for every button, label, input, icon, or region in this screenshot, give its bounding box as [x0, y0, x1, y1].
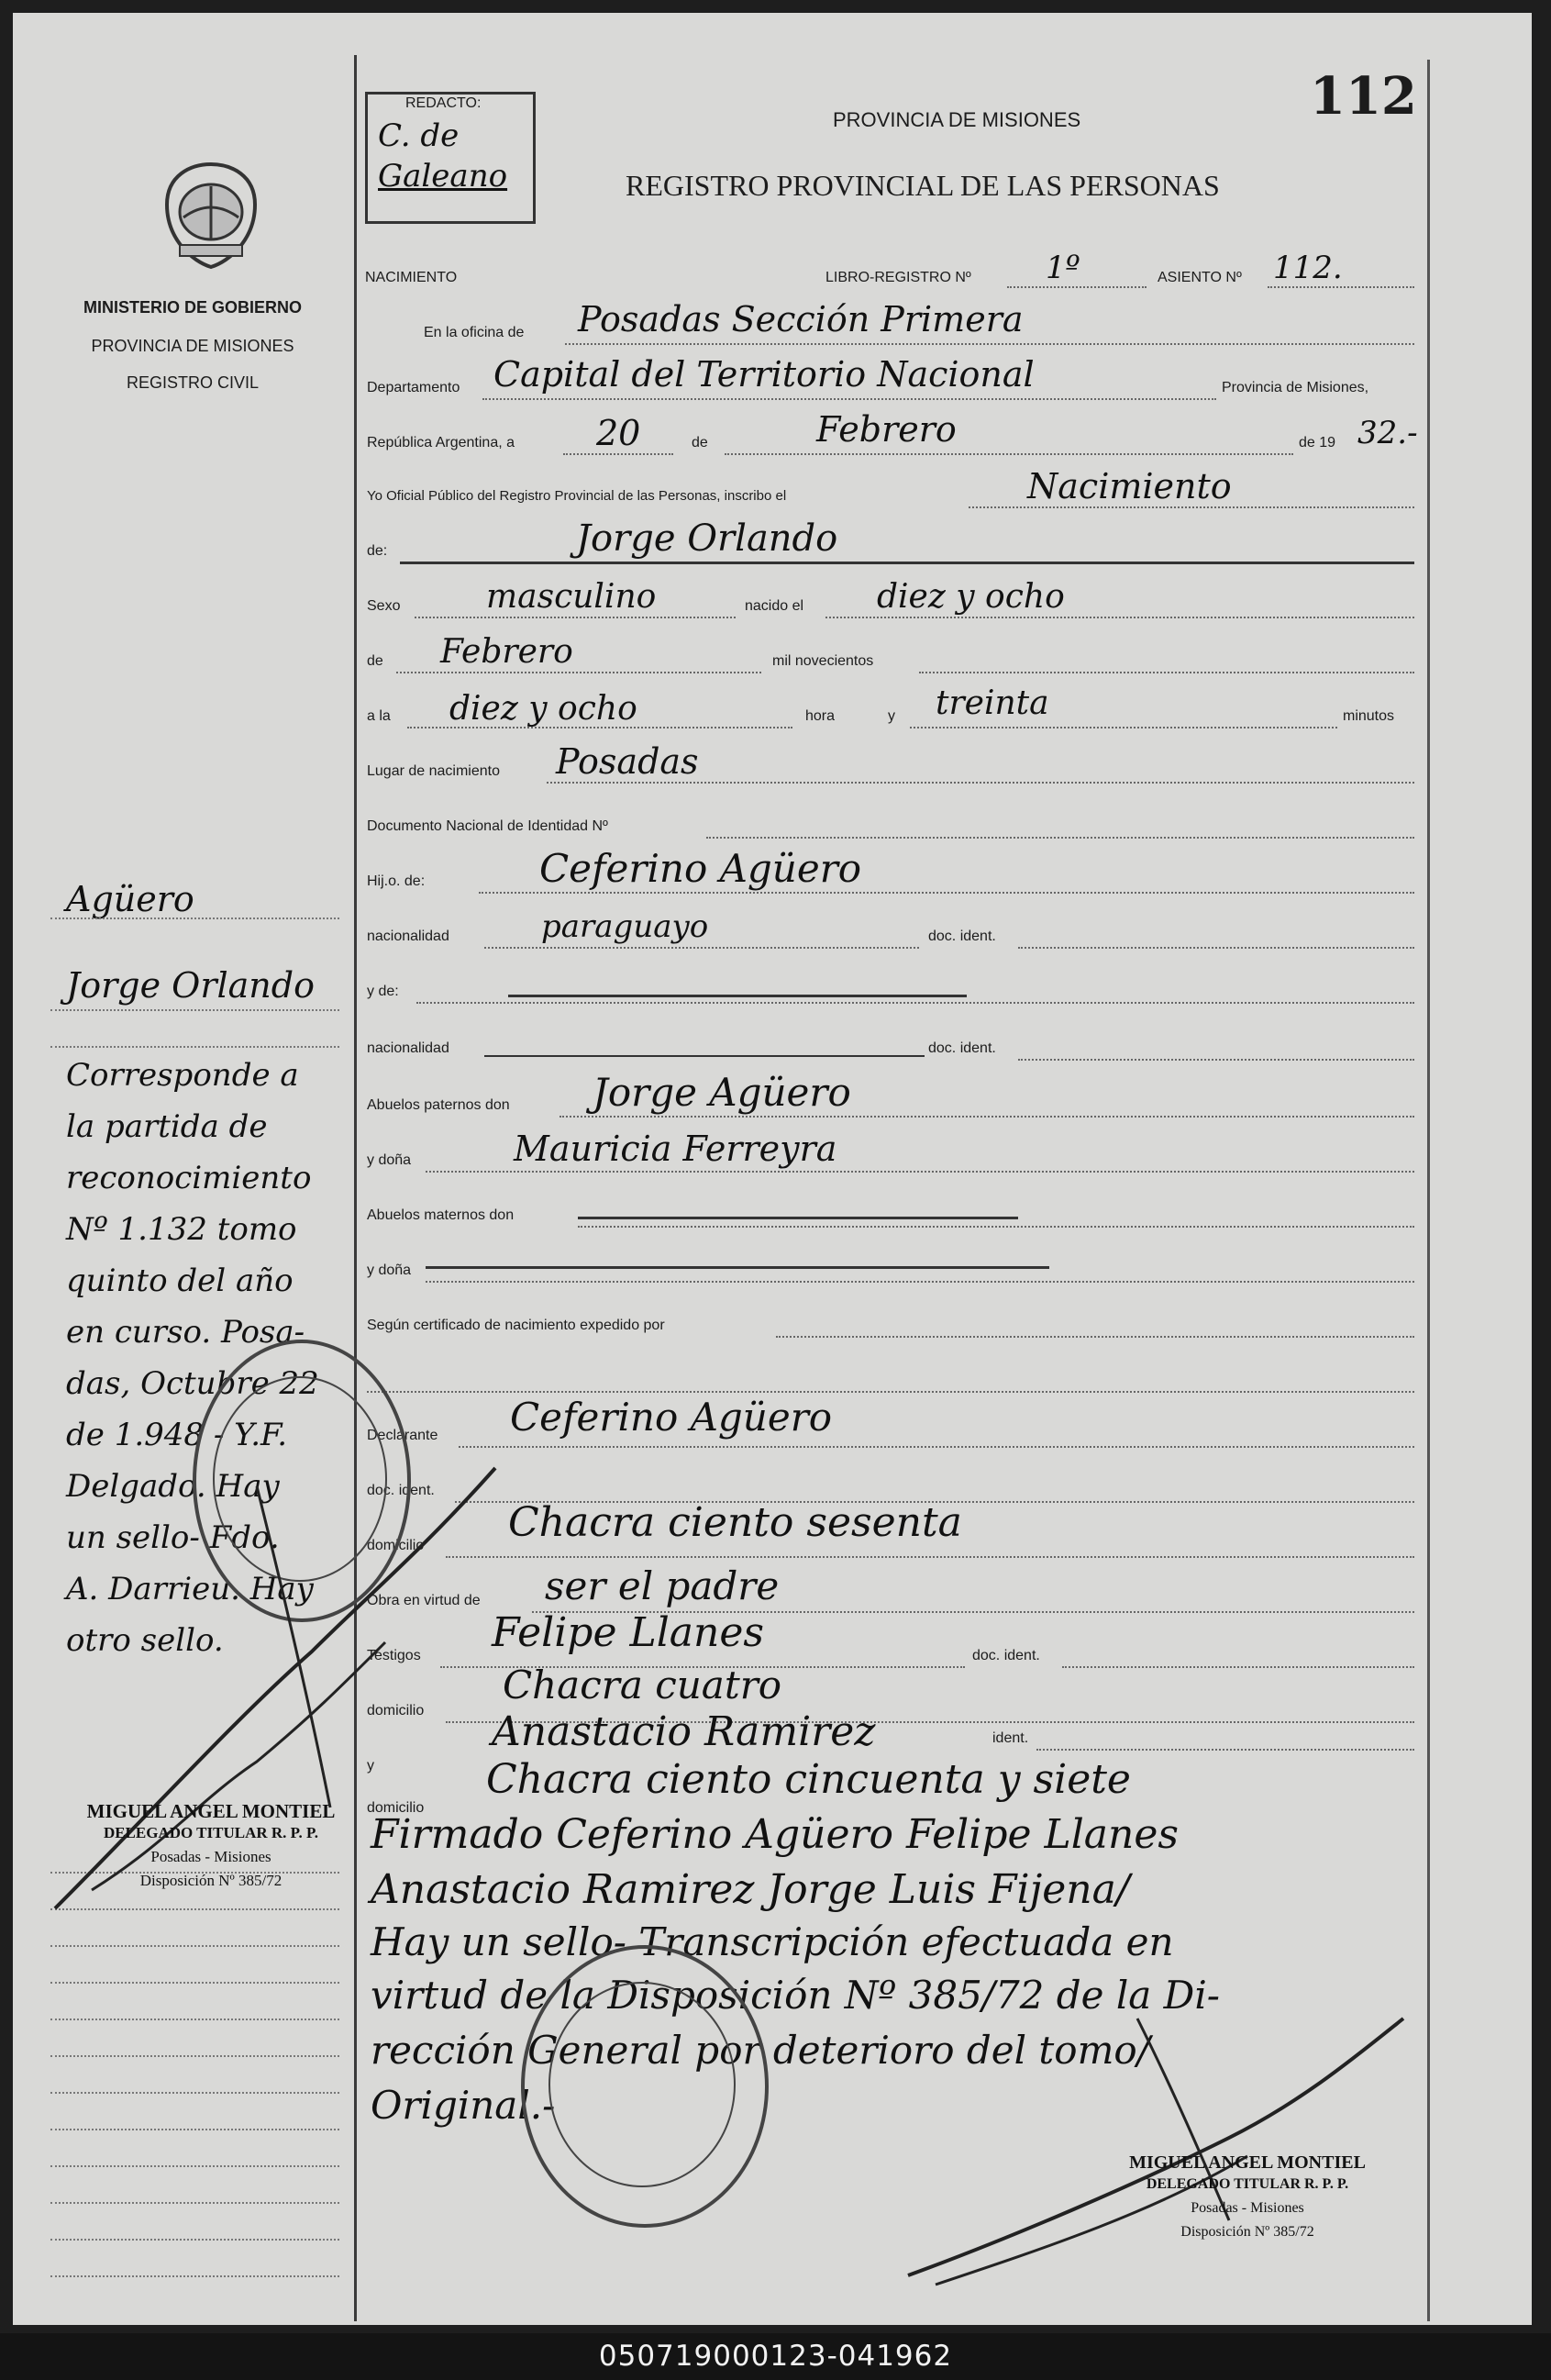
- ministry-name: MINISTERIO DE GOBIERNO: [83, 298, 303, 317]
- margin-rule: [50, 1009, 339, 1011]
- padre-dots: [479, 892, 1414, 894]
- departamento-value: Capital del Territorio Nacional: [493, 354, 1035, 395]
- margin-note-line: Delgado. Hay: [66, 1468, 280, 1505]
- redacto-value-2: Galeano: [378, 158, 508, 195]
- libro-dots: [1007, 286, 1147, 288]
- margin-rule: [50, 1982, 339, 1984]
- nombre-line: [400, 562, 1414, 564]
- stamp-right-place: Posadas - Misiones: [1191, 2200, 1304, 2216]
- minutos-label: minutos: [1343, 708, 1395, 724]
- margin-rule: [50, 2129, 339, 2130]
- obra-value: ser el padre: [545, 1563, 780, 1608]
- margin-note-line: la partida de: [66, 1108, 268, 1145]
- domicilio-3-value: Chacra ciento cincuenta y siete: [486, 1756, 1131, 1803]
- nacionalidad-2-label: nacionalidad: [367, 1040, 449, 1056]
- nacionalidad-dots: [484, 947, 919, 949]
- header-province: PROVINCIA DE MISIONES: [833, 108, 1081, 131]
- closing-line-1: Firmado Ceferino Agüero Felipe Llanes: [371, 1811, 1179, 1858]
- doc-ident-2-dots: [1018, 1059, 1414, 1061]
- anio-value: 32.-: [1357, 415, 1418, 451]
- y-de-label: y de:: [367, 984, 399, 999]
- ident-dots: [1036, 1749, 1414, 1751]
- domicilio-2-label: domicilio: [367, 1703, 425, 1718]
- margin-note-line: otro sello.: [66, 1622, 224, 1659]
- margin-rule: [50, 2165, 339, 2167]
- padre-value: Ceferino Agüero: [539, 846, 862, 891]
- declarante-value: Ceferino Agüero: [510, 1395, 833, 1440]
- documento-dots: [706, 837, 1414, 839]
- page-number: 112: [1310, 66, 1417, 127]
- oficial-label: Yo Oficial Público del Registro Provincial de las Personas, inscribo el: [367, 488, 787, 504]
- y-dona-2-label: y doña: [367, 1262, 412, 1278]
- libro-label: LIBRO-REGISTRO Nº: [825, 270, 971, 285]
- doc-ident-dots: [1018, 947, 1414, 949]
- province-coat-of-arms-icon: [156, 161, 266, 271]
- inscribo-dots: [969, 506, 1414, 508]
- margin-note-line: Nº 1.132 tomo: [66, 1211, 297, 1248]
- official-seal-right-inner-icon: [548, 1982, 736, 2187]
- hora-value: diez y ocho: [449, 690, 637, 728]
- documento-label: Documento Nacional de Identidad Nº: [367, 818, 608, 834]
- margin-divider: [354, 55, 357, 2321]
- sexo-dots: [415, 617, 736, 618]
- hora-label: hora: [805, 708, 836, 724]
- de-label-2: de:: [367, 543, 388, 559]
- abuelos-maternos-label: Abuelos maternos don: [367, 1207, 515, 1223]
- margin-rule: [50, 2275, 339, 2277]
- margin-rule: [50, 2202, 339, 2204]
- doc-ident-4-label: doc. ident.: [972, 1648, 1040, 1663]
- certificado-dots: [776, 1336, 1414, 1338]
- stamp-left-place: Posadas - Misiones: [150, 1848, 271, 1865]
- oficina-value: Posadas Sección Primera: [578, 299, 1024, 339]
- certificado-label: Según certificado de nacimiento expedido por: [367, 1318, 665, 1333]
- stamp-right-name: MIGUEL ANGEL MONTIEL: [1129, 2152, 1366, 2173]
- doc-ident-label: doc. ident.: [928, 929, 996, 944]
- margin-note-line: A. Darrieu. Hay: [66, 1571, 314, 1607]
- stamp-right-title: DELEGADO TITULAR R. P. P.: [1146, 2176, 1349, 2192]
- margin-note-line: quinto del año: [66, 1262, 294, 1299]
- redacto-value-1: C. de: [378, 117, 460, 154]
- abuelos-maternos-dots: [578, 1226, 1414, 1228]
- abuelos-paternos-label: Abuelos paternos don: [367, 1097, 510, 1113]
- margin-note-line: Agüero: [66, 879, 194, 919]
- abuelo-paterno-dots: [559, 1116, 1414, 1118]
- stamp-left-disposicion: Disposición Nº 385/72: [139, 1872, 283, 1889]
- abuela-materna-line: [426, 1266, 1049, 1269]
- de-anio-label: de 19: [1299, 435, 1336, 450]
- ministry-province: PROVINCIA DE MISIONES: [91, 337, 294, 355]
- y-de-line: [508, 995, 967, 997]
- minutos-value: treinta: [936, 684, 1049, 722]
- margin-note-line: de 1.948 - Y.F.: [66, 1417, 288, 1453]
- margin-note-line: das, Octubre 22: [66, 1365, 319, 1402]
- abuela-materna-dots: [426, 1281, 1414, 1283]
- doc-ident-2-label: doc. ident.: [928, 1040, 996, 1056]
- testigo-1-value: Felipe Llanes: [492, 1609, 764, 1656]
- nacionalidad-2-line: [484, 1055, 925, 1057]
- signature-right-icon: [899, 2000, 1413, 2294]
- asiento-value: 112.: [1273, 250, 1343, 286]
- nacido-dots: [825, 617, 1414, 618]
- abuela-paterna-value: Mauricia Ferreyra: [514, 1129, 837, 1169]
- nacido-mes-dots: [396, 672, 761, 673]
- lugar-label: Lugar de nacimiento: [367, 763, 500, 779]
- mil-label: mil novecientos: [772, 653, 874, 669]
- hijo-label: Hij.o. de:: [367, 873, 426, 889]
- domicilio-value: Chacra ciento sesenta: [508, 1499, 962, 1546]
- doc-ident-3-label: doc. ident.: [367, 1483, 435, 1498]
- stamp-left-title: DELEGADO TITULAR R. P. P.: [103, 1824, 319, 1841]
- obra-label: Obra en virtud de: [367, 1593, 481, 1608]
- lugar-dots: [547, 782, 1414, 784]
- domicilio-label: domicilio: [367, 1538, 425, 1553]
- asiento-label: ASIENTO Nº: [1158, 270, 1242, 285]
- ministry-registry: REGISTRO CIVIL: [126, 373, 260, 392]
- margin-rule: [50, 2019, 339, 2020]
- margin-note-line: Corresponde a: [66, 1057, 299, 1094]
- nacido-value: diez y ocho: [877, 578, 1065, 616]
- testigos-label: Testigos: [367, 1648, 421, 1663]
- abuela-paterna-dots: [426, 1171, 1414, 1173]
- stamp-right-disposicion: Disposición Nº 385/72: [1180, 2224, 1314, 2240]
- blank-dots: [367, 1391, 1414, 1393]
- margin-rule: [50, 1046, 339, 1048]
- y-label: y: [888, 708, 895, 724]
- stamp-left-name: MIGUEL ANGEL MONTIEL: [86, 1800, 336, 1822]
- domicilio-dots: [446, 1556, 1414, 1558]
- nacido-mes-value: Febrero: [440, 633, 573, 671]
- redacto-label: REDACTO:: [405, 95, 482, 111]
- margin-rule: [50, 2055, 339, 2057]
- sexo-value: masculino: [486, 578, 657, 616]
- nacido-label: nacido el: [745, 598, 804, 614]
- nacionalidad-label: nacionalidad: [367, 929, 449, 944]
- oficina-dots: [565, 343, 1414, 345]
- minutos-dots: [910, 727, 1337, 728]
- y-de-dots: [416, 1002, 1414, 1004]
- testigo-2-value: Anastacio Ramirez: [492, 1708, 876, 1755]
- footer-code: 050719000123-041962: [0, 2333, 1551, 2380]
- right-border-line: [1427, 60, 1430, 2321]
- de-label-3: de: [367, 653, 383, 669]
- y-dona-label: y doña: [367, 1152, 412, 1168]
- ident-label: ident.: [992, 1730, 1029, 1746]
- dia-dots: [563, 453, 673, 455]
- margin-rule: [50, 2092, 339, 2094]
- departamento-label: Departamento: [367, 380, 460, 395]
- departamento-dots: [482, 398, 1216, 400]
- margin-note-line: en curso. Posa-: [66, 1314, 305, 1351]
- asiento-dots: [1268, 286, 1414, 288]
- header-title: REGISTRO PROVINCIAL DE LAS PERSONAS: [626, 169, 1220, 202]
- sexo-label: Sexo: [367, 598, 401, 614]
- closing-line-6: Original.-: [371, 2083, 556, 2128]
- nacimiento-label: NACIMIENTO: [365, 270, 458, 285]
- mes-dots: [725, 453, 1293, 455]
- declarante-dots: [459, 1446, 1414, 1448]
- margin-note-line: reconocimiento: [66, 1160, 312, 1196]
- lugar-value: Posadas: [556, 741, 699, 782]
- inscribo-value: Nacimiento: [1027, 466, 1232, 506]
- dia-value: 20: [596, 413, 641, 453]
- domicilio-2-value: Chacra cuatro: [503, 1663, 782, 1707]
- mes-value: Febrero: [816, 409, 957, 450]
- margin-rule: [50, 2239, 339, 2241]
- republica-label: República Argentina, a: [367, 435, 515, 450]
- declarante-label: Declarante: [367, 1428, 438, 1443]
- closing-line-4: virtud de la Disposición Nº 385/72 de la Di-: [371, 1973, 1220, 2018]
- doc-ident-4-dots: [1062, 1666, 1414, 1668]
- de-label: de: [692, 435, 708, 450]
- margin-rule: [50, 1945, 339, 1947]
- closing-line-2: Anastacio Ramirez Jorge Luis Fijena/: [371, 1866, 1130, 1913]
- margin-rule: [50, 918, 339, 919]
- y-2-label: y: [367, 1758, 374, 1774]
- a-la-label: a la: [367, 708, 391, 724]
- provincia-label: Provincia de Misiones,: [1222, 380, 1369, 395]
- domicilio-3-label: domicilio: [367, 1800, 425, 1816]
- oficina-label: En la oficina de: [424, 325, 525, 340]
- margin-note-line: un sello- Fdo.: [66, 1519, 280, 1556]
- nombre-value: Jorge Orlando: [576, 517, 838, 560]
- mil-dots: [919, 672, 1414, 673]
- nacionalidad-value: paraguayo: [541, 908, 709, 945]
- abuelo-paterno-value: Jorge Agüero: [593, 1070, 851, 1115]
- abuelos-maternos-line: [578, 1217, 1018, 1219]
- closing-line-3: Hay un sello- Transcripción efectuada en: [371, 1919, 1174, 1964]
- margin-note-line: Jorge Orlando: [66, 965, 315, 1006]
- closing-line-5: rección General por deterioro del tomo/: [371, 2028, 1150, 2073]
- libro-value: 1º: [1046, 250, 1080, 286]
